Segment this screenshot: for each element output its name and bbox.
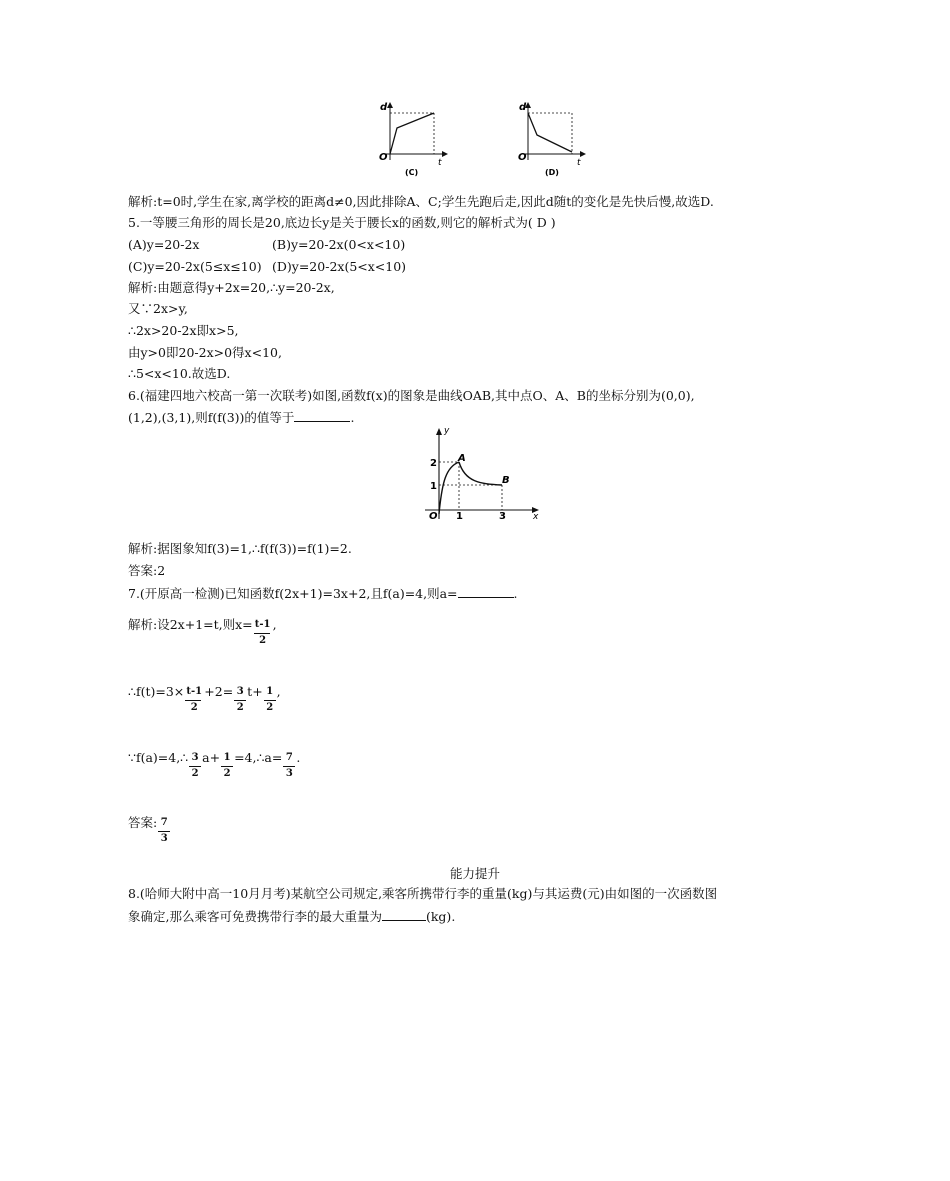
fraction-3-over-2: $\frac{3}{2}$	[188, 750, 202, 766]
q6-point-a: A	[458, 453, 466, 464]
q7-exp1-text: 解析:设2x+1=t,则x=	[128, 617, 253, 632]
q6-explanation: 解析:据图象知f(3)=1,∴f(f(3))=f(1)=2.	[128, 541, 352, 556]
q6-answer: 答案:2	[128, 563, 166, 578]
figure-c-origin: O	[379, 152, 388, 163]
q5-explanation-5: ∴5<x<10.故选D.	[128, 366, 231, 381]
figure-c	[372, 98, 452, 178]
q5-option-c: (C)y=20-2x(5≤x≤10)	[128, 259, 262, 274]
q7-explanation-3: ∵f(a)=4,∴ $\frac{3}{2}$ a+ $\frac{1}{2}$ =4,∴a= $\frac{7}{3}$ .	[128, 750, 301, 779]
q6-point-b: B	[502, 475, 510, 486]
q5-option-a: (A)y=20-2x	[128, 237, 200, 252]
answer-blank	[382, 908, 426, 921]
question-6-cont	[128, 409, 354, 426]
fraction-3-over-2: $\frac{3}{2}$	[233, 684, 247, 700]
question-8-cont: 象确定,那么乘客可免费携带行李的最大重量为 (kg).	[128, 909, 456, 924]
fraction-1-over-2: $\frac{1}{2}$	[263, 684, 277, 700]
fraction-t-minus-1-over-2: $\frac{t-1}{2}$	[186, 686, 203, 713]
figure-c-caption: (C)	[405, 168, 419, 177]
question-7	[128, 585, 518, 602]
section-heading: 能力提升	[449, 866, 500, 881]
figure-d-origin: O	[518, 152, 527, 163]
q6-x-tick-1: 1	[456, 511, 463, 522]
q6-text: (1,2),(3,1),则f(f(3))的值等于	[128, 410, 295, 425]
answer-blank	[458, 585, 514, 598]
fraction-7-over-3: $\frac{7}{3}$	[157, 815, 171, 831]
q6-y-label: y	[444, 426, 450, 436]
q5-explanation-1: 解析:由题意得y+2x=20,∴y=20-2x,	[128, 280, 335, 295]
q6-graph	[410, 422, 545, 522]
q7-text: 7.(开原高一检测)已知函数f(2x+1)=3x+2,且f(a)=4,则a=	[128, 586, 458, 601]
question-8: 8.(哈师大附中高一10月月考)某航空公司规定,乘客所携带行李的重量(kg)与其运费(元)由如图的一次函数图	[128, 886, 718, 901]
figure-c-x-label: t	[438, 158, 442, 168]
q6-origin: O	[429, 511, 438, 522]
q6-x-label: x	[533, 512, 539, 522]
figure-d-y-label: d	[519, 102, 527, 113]
q5-explanation-3: ∴2x>20-2x即x>5,	[128, 323, 239, 338]
q6-y-tick-2: 2	[430, 458, 437, 469]
q5-option-d: (D)y=20-2x(5<x<10)	[272, 259, 407, 274]
figure-c-y-label: d	[380, 102, 388, 113]
q7-answer: 答案: $\frac{7}{3}$	[128, 815, 171, 831]
q5-explanation-2: 又∵2x>y,	[128, 301, 188, 316]
q6-x-tick-3: 3	[499, 511, 506, 522]
explanation-q4: 解析:t=0时,学生在家,离学校的距离d≠0,因此排除A、C;学生先跑后走,因此d随t的变化是先快后慢,故选D.	[128, 194, 714, 209]
answer-blank	[294, 409, 350, 422]
fraction-7-over-3: $\frac{7}{3}$	[282, 750, 296, 766]
figure-d	[512, 98, 592, 178]
q6-y-tick-1: 1	[430, 481, 437, 492]
question-5: 5.一等腰三角形的周长是20,底边长y是关于腰长x的函数,则它的解析式为( D )	[128, 215, 556, 230]
figure-d-x-label: t	[577, 158, 581, 168]
q7-explanation-2: ∴f(t)=3× $\frac{t-1}{2}$ +2= $\frac{3}{2}$ t+ $\frac{1}{2}$ ,	[128, 684, 281, 713]
question-6: 6.(福建四地六校高一第一次联考)如图,函数f(x)的图象是曲线OAB,其中点O、A、B的坐标分别为(0,0),	[128, 388, 695, 403]
figure-d-caption: (D)	[545, 168, 559, 177]
q5-explanation-4: 由y>0即20-2x>0得x<10,	[128, 345, 282, 360]
q7-end: .	[513, 586, 518, 601]
fraction-t-minus-1-over-2: $\frac{t-1}{2}$	[254, 619, 271, 646]
q7-explanation-1: 解析:设2x+1=t,则x= $\frac{t-1}{2}$ ,	[128, 617, 277, 646]
q5-option-b: (B)y=20-2x(0<x<10)	[272, 237, 406, 252]
fraction-1-over-2: $\frac{1}{2}$	[220, 750, 234, 766]
q6-end: .	[350, 410, 355, 425]
